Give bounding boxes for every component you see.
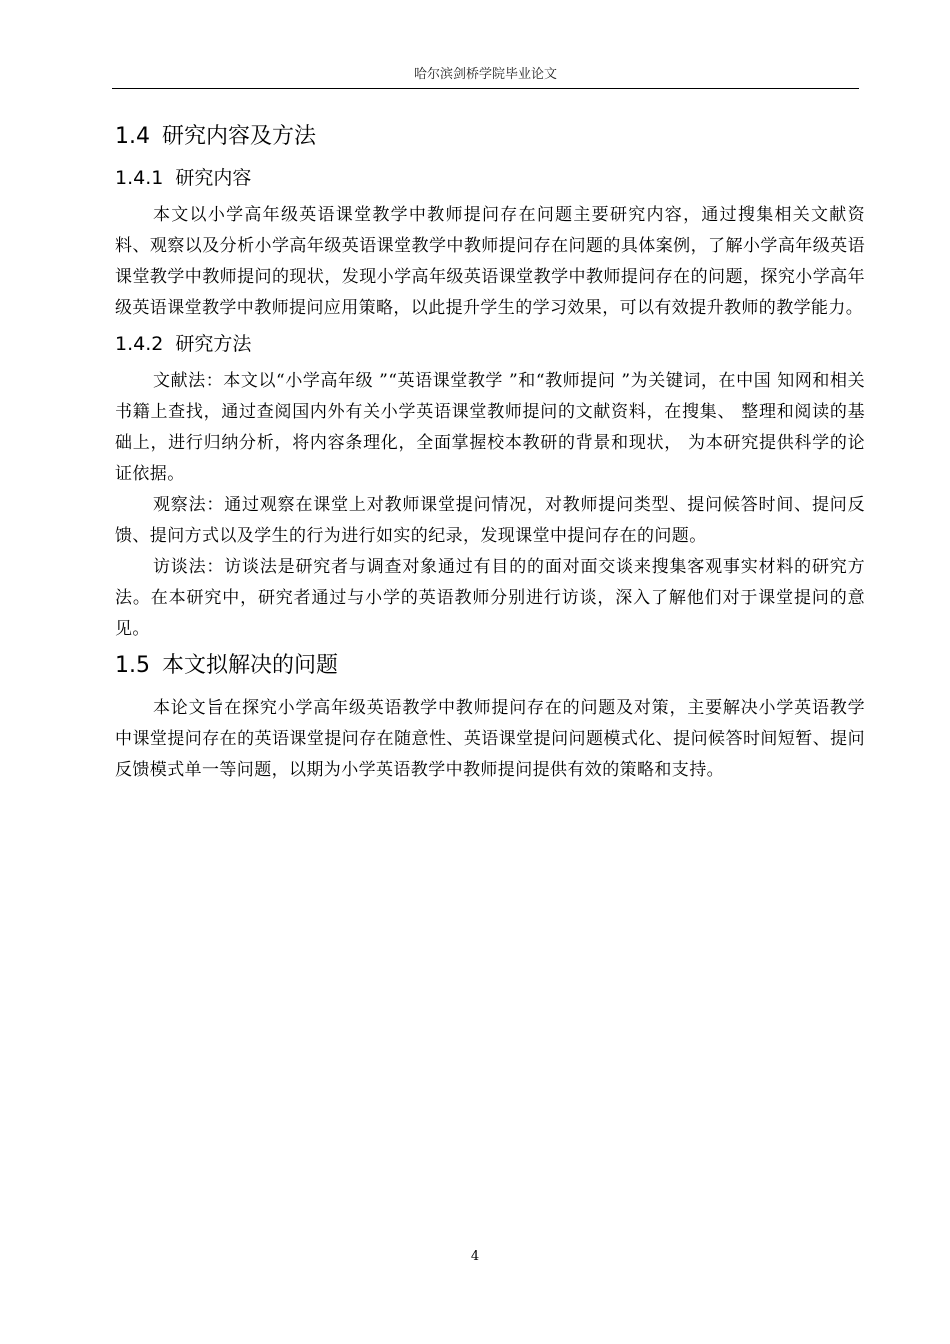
header-title: 哈尔滨剑桥学院毕业论文	[413, 67, 557, 82]
page-content	[115, 122, 865, 786]
section-title: 研究内容及方法	[162, 124, 317, 149]
paragraph-problems-to-solve: 本论文旨在探究小学高年级英语教学中教师提问存在的问题及对策，主要解决小学英语教学中课堂提问存在的英语课堂提问存在随意性、英语课堂提问问题模式化、提问候答时间短暂、提问反馈模式单一等问题，以期为小学英语教学中教师提问提供有效的策略和支持。	[115, 698, 865, 780]
section-heading-1-4	[115, 122, 865, 152]
subsection-number: 1.4.2	[115, 333, 164, 355]
paragraph-observation-method: 观察法：通过观察在课堂上对教师课堂提问情况，对教师提问类型、提问候答时间、提问反馈、提问方式以及学生的行为进行如实的纪录，发现课堂中提问存在的问题。	[115, 495, 865, 546]
paragraph-literature-method: 文献法：本文以“小学高年级 ”“英语课堂教学 ”和“教师提问 ”为关键词，在中国 知网和相关书籍上查找，通过查阅国内外有关小学英语课堂教师提问的文献资料，在搜集、 整理和阅读的基础上，进行归纳分析，将内容条理化，全面掌握校本教研的背景和现状， 为本研究提供科学的论证依据。	[115, 371, 865, 484]
page-header	[112, 66, 859, 89]
page-number: 4	[470, 1249, 480, 1264]
section-title: 本文拟解决的问题	[162, 653, 339, 678]
subsection-number: 1.4.1	[115, 167, 164, 189]
section-heading-1-5	[115, 651, 865, 681]
subsection-title: 研究内容	[175, 167, 252, 189]
paragraph-interview-method: 访谈法：访谈法是研究者与调查对象通过有目的的面对面交谈来搜集客观事实材料的研究方法。在本研究中，研究者通过与小学的英语教师分别进行访谈，深入了解他们对于课堂提问的意见。	[115, 557, 865, 639]
subsection-heading-1-4-1	[115, 164, 865, 192]
section-number: 1.5	[115, 653, 150, 678]
section-number: 1.4	[115, 124, 150, 149]
subsection-heading-1-4-2	[115, 330, 865, 358]
subsection-title: 研究方法	[175, 333, 252, 355]
paragraph-research-content: 本文以小学高年级英语课堂教学中教师提问存在问题主要研究内容，通过搜集相关文献资料、观察以及分析小学高年级英语课堂教学中教师提问存在问题的具体案例，了解小学高年级英语课堂教学中教师提问的现状，发现小学高年级英语课堂教学中教师提问存在的问题，探究小学高年级英语课堂教学中教师提问应用策略，以此提升学生的学习效果，可以有效提升教师的教学能力。	[115, 205, 865, 318]
